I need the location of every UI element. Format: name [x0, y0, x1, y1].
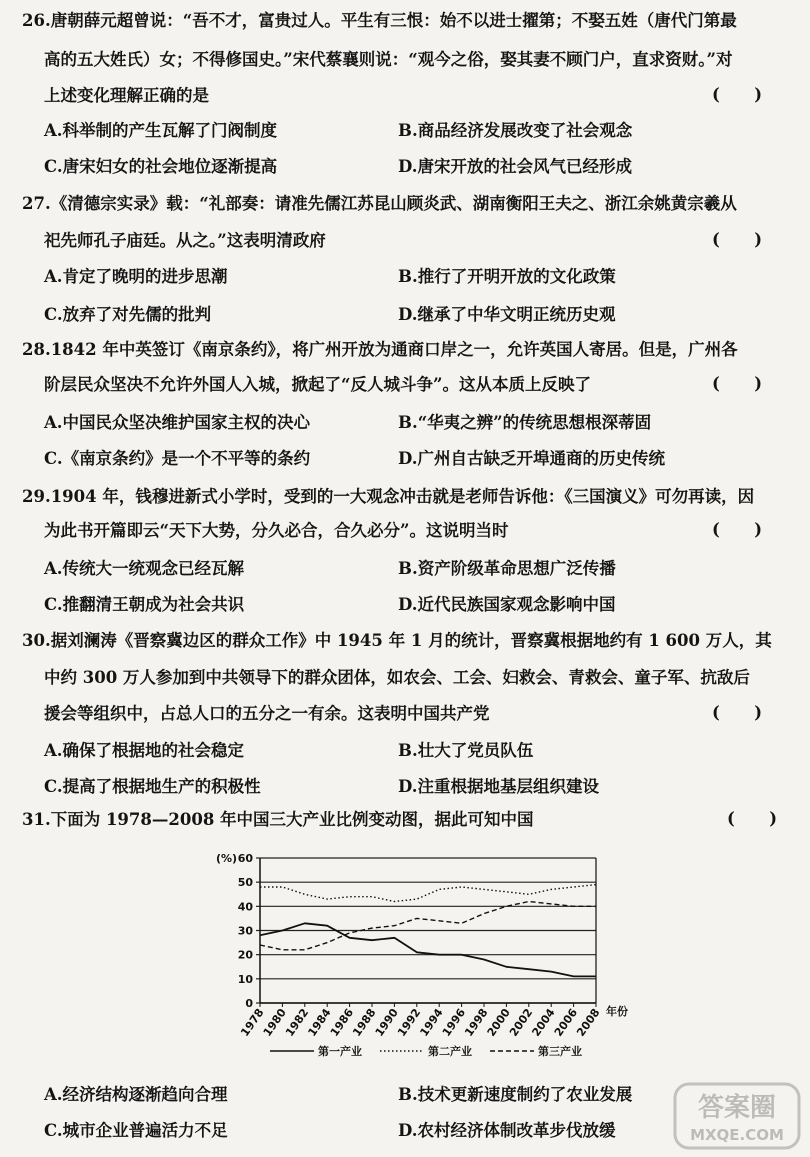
legend-label-1: 第一产业 [318, 1045, 362, 1058]
q27-option-a: A.肯定了晚明的进步思潮 [44, 267, 228, 286]
series-line-2 [260, 885, 596, 902]
chart-axes [256, 858, 596, 1007]
q28-option-d: D.广州自古缺乏开埠通商的历史传统 [398, 449, 665, 468]
q28-stem-line-2: 阶层民众坚决不允许外国人入城，掀起了“反人城斗争”。这从本质上反映了 [44, 375, 591, 394]
xtick-label-1980: 1980 [260, 1006, 289, 1039]
q30-stem-line-3: 援会等组织中，占总人口的五分之一有余。这表明中国共产党 [44, 704, 490, 723]
q26-option-a: A.科举制的产生瓦解了门阀制度 [44, 121, 278, 140]
q30-option-b: B.壮大了党员队伍 [398, 741, 534, 760]
chart-labels [216, 852, 628, 1039]
q30-option-c: C.提高了根据地生产的积极性 [44, 777, 261, 796]
q29-option-d: D.近代民族国家观念影响中国 [398, 595, 616, 614]
ytick-label-20: 20 [237, 948, 253, 962]
q28-stem-line-1: 28.1842 年中英签订《南京条约》，将广州开放为通商口岸之一，允许英国人寄居。但是，广州各 [22, 340, 738, 359]
xtick-label-2004: 2004 [529, 1006, 558, 1039]
xtick-label-2000: 2000 [484, 1006, 513, 1039]
xtick-label-2006: 2006 [551, 1006, 581, 1039]
ytick-label-10: 10 [237, 972, 253, 986]
industry-ratio-chart [200, 840, 640, 1070]
q26-stem-line-2: 高的五大姓氏）女；不得修国史。”宋代蔡襄则说：“观今之俗，娶其妻不顾门户，直求资财。”对 [44, 50, 733, 69]
q29-option-a: A.传统大一统观念已经瓦解 [44, 559, 245, 578]
q31-option-d: D.农村经济体制改革步伐放缓 [398, 1121, 616, 1140]
legend-label-2: 第二产业 [428, 1045, 472, 1058]
q29-stem-line-1: 29.1904 年，钱穆进新式小学时，受到的一大观念冲击就是老师告诉他：《三国演义》可勿再读，因 [22, 487, 755, 506]
xtick-label-1982: 1982 [283, 1006, 312, 1039]
q29-option-b: B.资产阶级革命思想广泛传播 [398, 559, 616, 578]
q30-option-a: A.确保了根据地的社会稳定 [44, 741, 245, 760]
q29-answer-blank: ( ) [712, 520, 763, 539]
watermark-text-top: 答案圈 [697, 1093, 777, 1123]
q30-option-d: D.注重根据地基层组织建设 [398, 777, 599, 796]
q26-answer-blank: ( ) [712, 85, 763, 104]
q28-option-c: C.《南京条约》是一个不平等的条约 [44, 449, 311, 468]
ytick-label-60: 60 [237, 852, 253, 865]
xtick-label-1998: 1998 [462, 1006, 491, 1039]
q31-answer-blank: ( ) [727, 809, 778, 828]
q27-stem-line-2: 祀先师孔子庙廷。从之。”这表明清政府 [44, 231, 326, 250]
ytick-label-30: 30 [237, 924, 253, 938]
ytick-label-50: 50 [237, 876, 253, 890]
q26-stem-line-3: 上述变化理解正确的是 [44, 86, 209, 105]
q28-option-b: B.“华夷之辨”的传统思想根深蒂固 [398, 413, 652, 432]
q27-answer-blank: ( ) [712, 230, 763, 249]
chart-legend [270, 1044, 582, 1058]
q31-stem-line-1: 31.下面为 1978—2008 年中国三大产业比例变动图，据此可知中国 [22, 810, 534, 829]
xtick-label-1984: 1984 [305, 1006, 334, 1039]
q29-option-c: C.推翻清王朝成为社会共识 [44, 595, 245, 614]
q26-stem-line-1: 26.唐朝薛元超曾说：“吾不才，富贵过人。平生有三恨：始不以进士擢第；不娶五姓（唐代门第最 [22, 11, 737, 30]
q27-option-d: D.继承了中华文明正统历史观 [398, 305, 616, 324]
xtick-label-2002: 2002 [507, 1006, 536, 1039]
y-axis-label: (%) [216, 852, 238, 865]
chart-grid [260, 858, 596, 1003]
q28-option-a: A.中国民众坚决维护国家主权的决心 [44, 413, 311, 432]
series-line-3 [260, 902, 596, 950]
q26-option-d: D.唐宋开放的社会风气已经形成 [398, 157, 632, 176]
xtick-label-1994: 1994 [417, 1006, 446, 1039]
xtick-label-1992: 1992 [395, 1006, 424, 1039]
q30-stem-line-1: 30.据刘澜涛《晋察冀边区的群众工作》中 1945 年 1 月的统计，晋察冀根据地约有 1 600 万人，其 [22, 631, 772, 650]
q31-option-b: B.技术更新速度制约了农业发展 [398, 1085, 633, 1104]
xtick-label-1978: 1978 [238, 1006, 267, 1039]
q30-stem-line-2: 中约 300 万人参加到中共领导下的群众团体，如农会、工会、妇救会、青救会、童子军、抗敌后 [44, 668, 750, 687]
ytick-label-0: 0 [245, 997, 253, 1010]
x-axis-label: 年份 [606, 1005, 628, 1018]
q29-stem-line-2: 为此书开篇即云“天下大势，分久必合，合久必分”。这说明当时 [44, 521, 509, 540]
xtick-label-1990: 1990 [372, 1006, 401, 1039]
q27-option-c: C.放弃了对先儒的批判 [44, 305, 212, 324]
watermark-text-bottom: MXQE.COM [690, 1126, 784, 1144]
series-line-1 [260, 923, 596, 976]
xtick-label-2008: 2008 [574, 1006, 603, 1039]
q27-option-b: B.推行了开明开放的文化政策 [398, 267, 616, 286]
q28-answer-blank: ( ) [712, 374, 763, 393]
q26-option-b: B.商品经济发展改变了社会观念 [398, 121, 633, 140]
q26-option-c: C.唐宋妇女的社会地位逐渐提高 [44, 157, 278, 176]
legend-label-3: 第三产业 [538, 1045, 582, 1058]
q30-answer-blank: ( ) [712, 703, 763, 722]
q31-option-c: C.城市企业普遍活力不足 [44, 1121, 228, 1140]
xtick-label-1988: 1988 [350, 1006, 379, 1039]
ytick-label-40: 40 [237, 900, 253, 914]
q27-stem-line-1: 27.《清德宗实录》载：“礼部奏：请准先儒江苏昆山顾炎武、湖南衡阳王夫之、浙江余姚黄宗羲从 [22, 194, 737, 213]
watermark-logo [672, 1080, 802, 1154]
xtick-label-1986: 1986 [327, 1006, 357, 1039]
q31-option-a: A.经济结构逐渐趋向合理 [44, 1085, 228, 1104]
xtick-label-1996: 1996 [439, 1006, 469, 1039]
